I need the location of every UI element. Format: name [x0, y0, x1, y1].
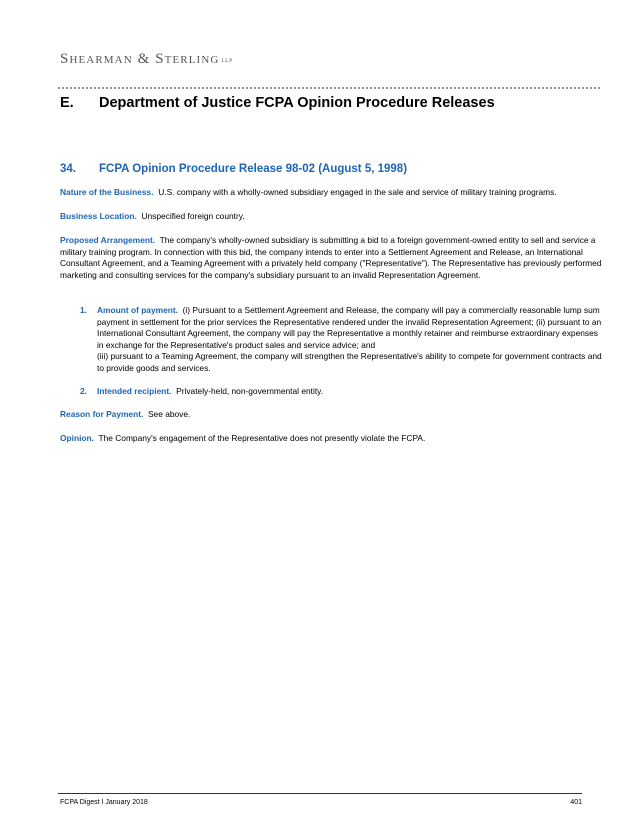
header-divider	[58, 87, 600, 89]
opinion-paragraph	[60, 433, 605, 445]
subsection-title: FCPA Opinion Procedure Release 98-02 (August 5, 1998)	[99, 163, 408, 175]
amount-of-payment-text: (i) Pursuant to a Settlement Agreement and Release, the company will pay a commercially reasonable lump sum payment in settlement for the prior services the Representative rendered under the invalid Representation Agreement; (ii) pursuant to an International Consultant Agreement, the company will pay the Representative a monthly retainer and reimburse extraordinary expenses in exchange for the Representative's product sales and service advice; and	[97, 305, 602, 350]
list-item-number: 2.	[80, 386, 87, 396]
reason-for-payment-paragraph	[60, 409, 605, 421]
list-item-amount-of-payment	[80, 305, 605, 374]
nature-of-business-label: Nature of the Business.	[60, 187, 154, 197]
footer-divider	[58, 793, 582, 794]
proposed-arrangement-label: Proposed Arrangement.	[60, 235, 156, 245]
proposed-arrangement-text: The company's wholly-owned subsidiary is submitting a bid to a foreign government-owned entity to sell and service a military training program. In connection with this bid, the company intends to enter into a Settlement Agreement and Release, an International Consultant Agreement, and a Teaming Agreement with a privately held company ("Representative"). The Representative has previously performed marketing and consulting services for the company's subsidiary pursuant to an invalid Representation Agreement.	[60, 235, 602, 280]
section-title: Department of Justice FCPA Opinion Procedure Releases	[99, 95, 495, 111]
business-location-text: Unspecified foreign country.	[141, 211, 245, 221]
opinion-text: The Company's engagement of the Representative does not presently violate the FCPA.	[98, 433, 426, 443]
reason-for-payment-label: Reason for Payment.	[60, 409, 144, 419]
nature-of-business-text: U.S. company with a wholly-owned subsidiary engaged in the sale and service of military training programs.	[158, 187, 557, 197]
page-number: 401	[570, 799, 582, 806]
intended-recipient-label: Intended recipient.	[97, 386, 172, 396]
firm-suffix: LLP	[221, 58, 233, 64]
nature-of-business-paragraph	[60, 187, 605, 199]
list-item-intended-recipient	[80, 386, 605, 398]
proposed-arrangement-paragraph	[60, 235, 605, 281]
reason-for-payment-text: See above.	[147, 409, 191, 419]
section-letter: E.	[60, 95, 74, 111]
opinion-label: Opinion.	[60, 433, 94, 443]
amount-of-payment-label: Amount of payment.	[97, 305, 178, 315]
footer-publication: FCPA Digest I January 2018	[60, 799, 148, 806]
subsection-heading	[60, 163, 407, 175]
firm-name: Shearman & Sterling	[60, 51, 220, 67]
subsection-number: 34.	[60, 163, 76, 175]
list-item-number: 1.	[80, 305, 87, 315]
intended-recipient-text: Privately-held, non-governmental entity.	[176, 386, 324, 396]
section-heading	[60, 95, 495, 111]
business-location-paragraph	[60, 211, 605, 223]
firm-logo	[60, 51, 233, 68]
business-location-label: Business Location.	[60, 211, 137, 221]
amount-of-payment-text-continued: (iii) pursuant to a Teaming Agreement, the company will strengthen the Representative's ability to compete for government contracts and to provide goods and services.	[97, 351, 602, 373]
